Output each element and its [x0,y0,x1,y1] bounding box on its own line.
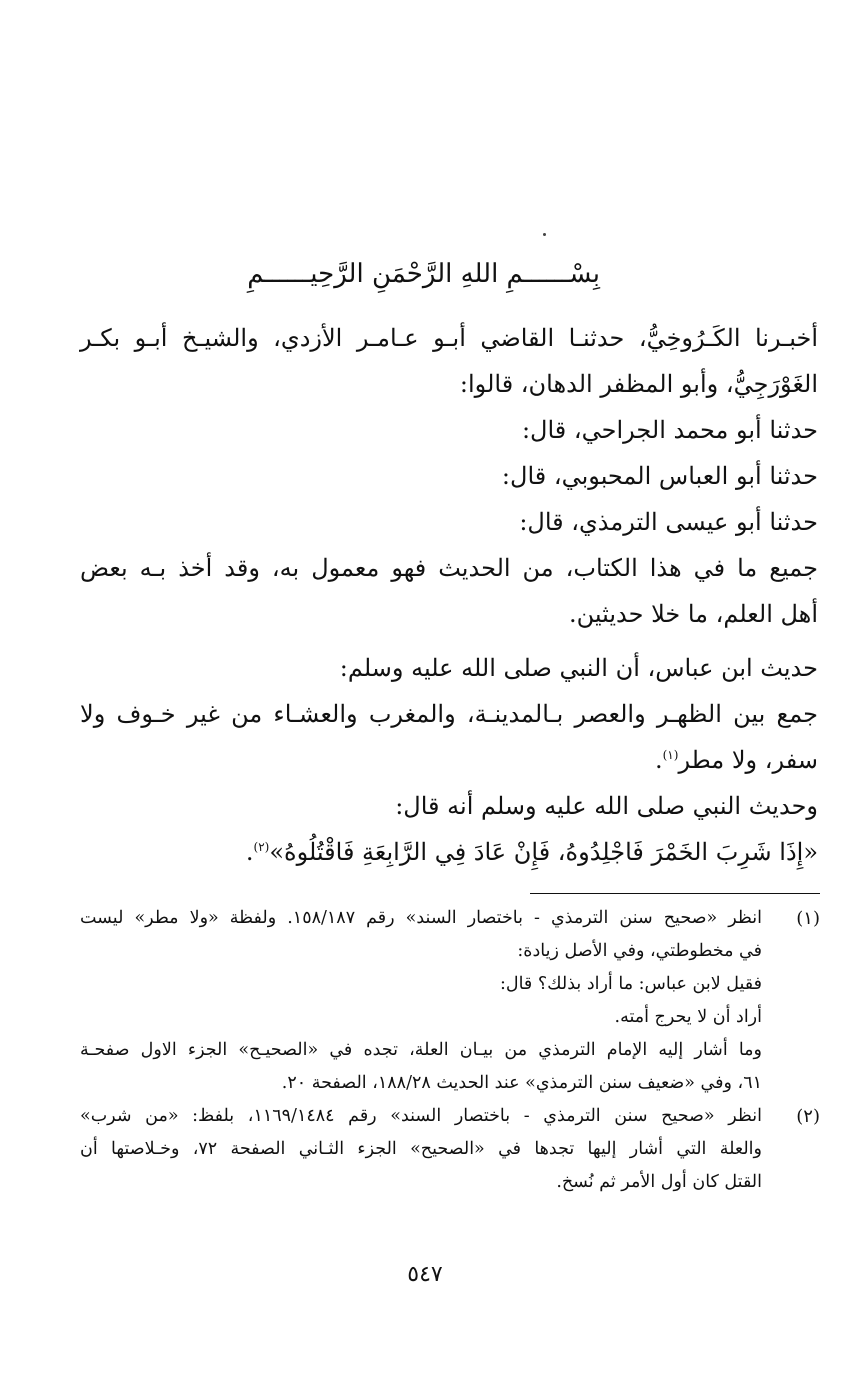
text-line: حدثنا أبو العباس المحبوبي، قال: [501,462,818,490]
text-line: سفر، ولا مطر [678,746,818,774]
text-line: حدثنا أبو محمد الجراحي، قال: [521,416,818,444]
footnote-line: وما أشار إليه الإمام الترمذي من بيـان العلة، تجده في «الصحيـح» الجزء الاول صفحـة [80,1040,762,1060]
footnote-line: القتل كان أول الأمر ثم نُسخ. [556,1172,762,1192]
footnote-line: انظر «صحيح سنن الترمذي - باختصار السند» رقم ١١٦٩/١٤٨٤، بلفظ: «من شرب» [80,1106,762,1126]
footnote-1 [80,902,820,1100]
text-line: أخبـرنا الكَـرُوخِيُّ، حدثنـا القاضي أبـو عـامـر الأزدي، والشيـخ أبـو بكـر [80,324,818,352]
page-number: ٥٤٧ [407,1262,443,1287]
text-line: جميع ما في هذا الكتاب، من الحديث فهو معمول به، وقد أخذ بـه بعض [80,554,818,582]
footnote-divider [530,893,820,894]
text-line: وحديث النبي صلى الله عليه وسلم أنه قال: [395,792,818,820]
footnote-2 [80,1100,820,1199]
footnotes [80,902,820,1199]
main-text [80,315,818,875]
text-line: جمع بين الظهـر والعصر بـالمدينـة، والمغرب والعشـاء من غير خـوف ولا [80,700,818,728]
footnote-number: (١) [796,908,820,929]
hadith-quote: «إِذَا شَرِبَ الخَمْرَ فَاجْلِدُوهُ، فَإِنْ عَادَ فِي الرَّابِعَةِ فَاقْتُلُوهُ» [269,838,818,866]
text-line: حديث ابن عباس، أن النبي صلى الله عليه وسلم: [339,654,818,682]
footnote-line: أراد أن لا يحرج أمته. [614,1007,762,1027]
footnote-line: ٦١، وفي «ضعيف سنن الترمذي» عند الحديث ١٨٨/٢٨، الصفحة ٢٠. [281,1073,762,1093]
footnote-ref-2[interactable]: (٢) [253,840,270,854]
footnote-line: في مخطوطتي، وفي الأصل زيادة: [517,941,762,961]
scan-speck [543,233,546,236]
text-line-with-ref: سفر، ولا مطر$^{(١)}$. [654,746,818,774]
text-line: حدثنا أبو عيسى الترمذي، قال: [519,508,818,536]
text-line-with-ref: «إِذَا شَرِبَ الخَمْرَ فَاجْلِدُوهُ، فَإِنْ عَادَ فِي الرَّابِعَةِ فَاقْتُلُوهُ»$^{(٢)}$. [245,838,818,866]
text-line: الغَوْرَجِيُّ، وأبو المظفر الدهان، قالوا: [459,370,818,398]
footnote-line: فقيل لابن عباس: ما أراد بذلك؟ قال: [499,974,762,994]
footnote-number: (٢) [796,1106,820,1127]
footnote-ref-1[interactable]: (١) [662,748,679,762]
text-line: أهل العلم، ما خلا حديثين. [568,600,818,628]
basmala-header: بِسْــــــمِ اللهِ الرَّحْمَنِ الرَّحِيــــــمِ [247,259,600,289]
footnote-line: والعلة التي أشار إليها تجدها في «الصحيح» الجزء الثـاني الصفحة ٧٢، وخـلاصتها أن [80,1139,762,1159]
footnote-line: انظر «صحيح سنن الترمذي - باختصار السند» رقم ١٥٨/١٨٧. ولفظة «ولا مطر» ليست [80,908,762,928]
